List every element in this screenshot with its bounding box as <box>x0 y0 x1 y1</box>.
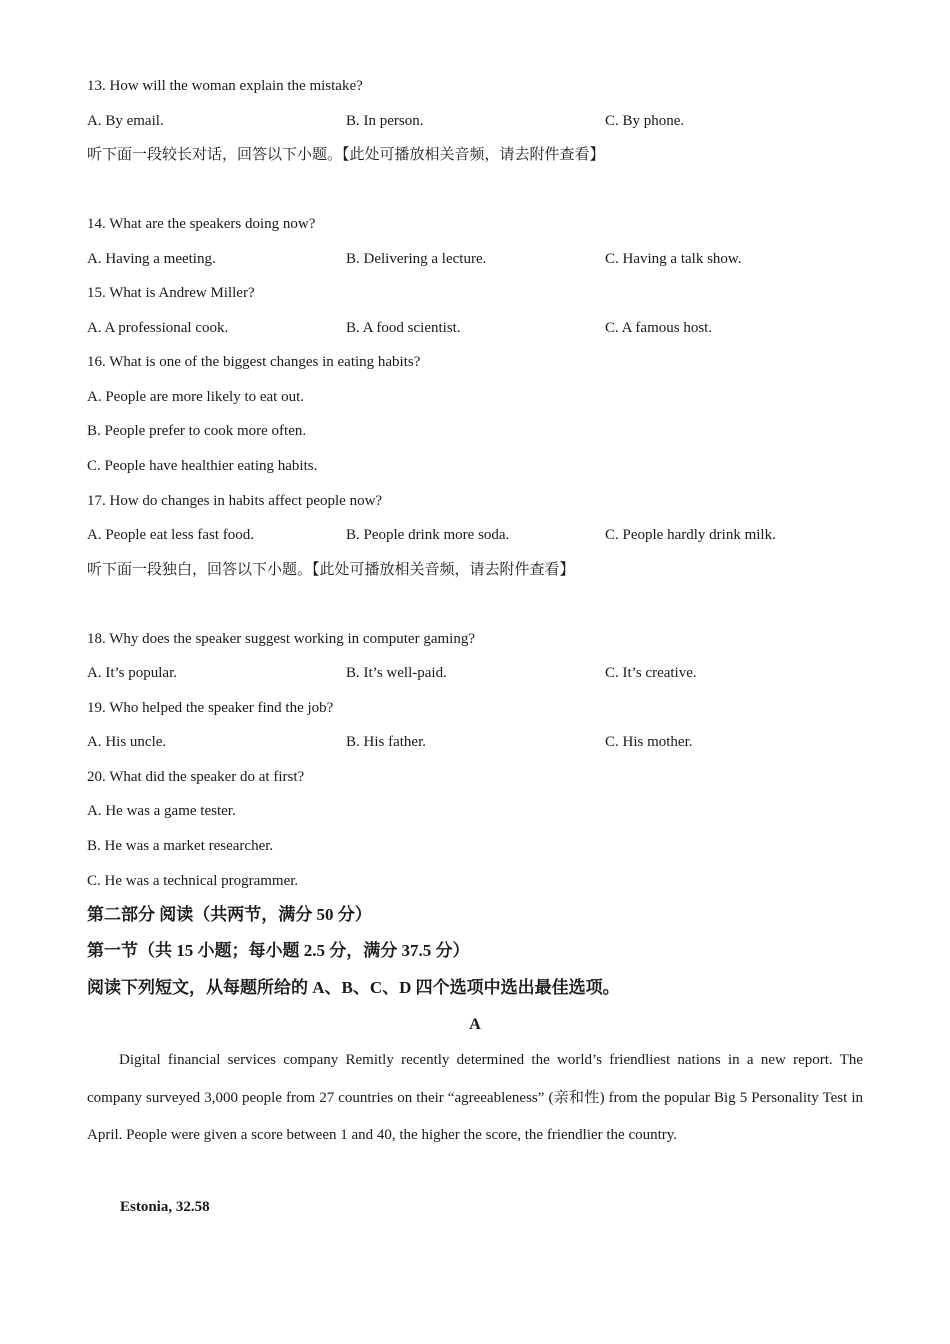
subheading-estonia: Estonia, 32.58 <box>120 1199 210 1215</box>
question-13-option-a: A. By email. <box>87 113 164 129</box>
question-19-stem: 19. Who helped the speaker find the job? <box>87 700 334 716</box>
question-13-option-b: B. In person. <box>346 113 424 129</box>
question-15-option-b: B. A food scientist. <box>346 320 461 336</box>
reading-instruction: 阅读下列短文，从每题所给的 A、B、C、D 四个选项中选出最佳选项。 <box>87 978 620 997</box>
question-15-option-c: C. A famous host. <box>605 320 713 336</box>
question-18-option-b: B. It’s well-paid. <box>346 665 447 681</box>
listening-instruction-1: 听下面一段较长对话，回答以下小题。【此处可播放相关音频，请去附件查看】 <box>87 147 605 163</box>
question-17-option-c: C. People hardly drink milk. <box>605 527 776 543</box>
question-13-stem: 13. How will the woman explain the mistake? <box>87 78 363 94</box>
passage-text: Digital financial services company Remitly recently determined the world’s friendliest nations in a new report. The company surveyed 3,000 people from 27 countries on their “agreeableness” (亲和性) from the popular Big 5 Personality Test in April. People were given a score between 1 and 40, the higher the score, the friendlier the country. <box>87 1052 863 1143</box>
question-19-option-c: C. His mother. <box>605 734 693 750</box>
question-15-stem: 15. What is Andrew Miller? <box>87 285 255 301</box>
question-19-option-a: A. His uncle. <box>87 734 167 750</box>
question-16-option-c: C. People have healthier eating habits. <box>87 458 318 474</box>
passage-label: A <box>469 1016 481 1033</box>
question-17-stem: 17. How do changes in habits affect people now? <box>87 493 383 509</box>
question-17-option-a: A. People eat less fast food. <box>87 527 255 543</box>
part-two-title: 第二部分 阅读（共两节，满分 50 分） <box>87 905 372 924</box>
question-19-option-b: B. His father. <box>346 734 426 750</box>
question-15-option-a: A. A professional cook. <box>87 320 229 336</box>
question-20-stem: 20. What did the speaker do at first? <box>87 769 305 785</box>
question-16-stem: 16. What is one of the biggest changes in eating habits? <box>87 354 421 370</box>
question-14-stem: 14. What are the speakers doing now? <box>87 216 316 232</box>
question-14-option-c: C. Having a talk show. <box>605 251 742 267</box>
question-20-option-b: B. He was a market researcher. <box>87 838 274 854</box>
question-18-option-a: A. It’s popular. <box>87 665 177 681</box>
question-20-option-c: C. He was a technical programmer. <box>87 873 299 889</box>
question-18-option-c: C. It’s creative. <box>605 665 697 681</box>
question-20-option-a: A. He was a game tester. <box>87 803 236 819</box>
question-16-option-b: B. People prefer to cook more often. <box>87 423 307 439</box>
question-13-option-c: C. By phone. <box>605 113 685 129</box>
question-17-option-b: B. People drink more soda. <box>346 527 510 543</box>
section-one-title: 第一节（共 15 小题；每小题 2.5 分，满分 37.5 分） <box>87 941 470 960</box>
listening-instruction-2: 听下面一段独白，回答以下小题。【此处可播放相关音频，请去附件查看】 <box>87 562 575 578</box>
question-16-option-a: A. People are more likely to eat out. <box>87 389 305 405</box>
question-14-option-a: A. Having a meeting. <box>87 251 216 267</box>
question-14-option-b: B. Delivering a lecture. <box>346 251 487 267</box>
passage-paragraph <box>87 1042 863 1155</box>
question-18-stem: 18. Why does the speaker suggest working in computer gaming? <box>87 631 475 647</box>
